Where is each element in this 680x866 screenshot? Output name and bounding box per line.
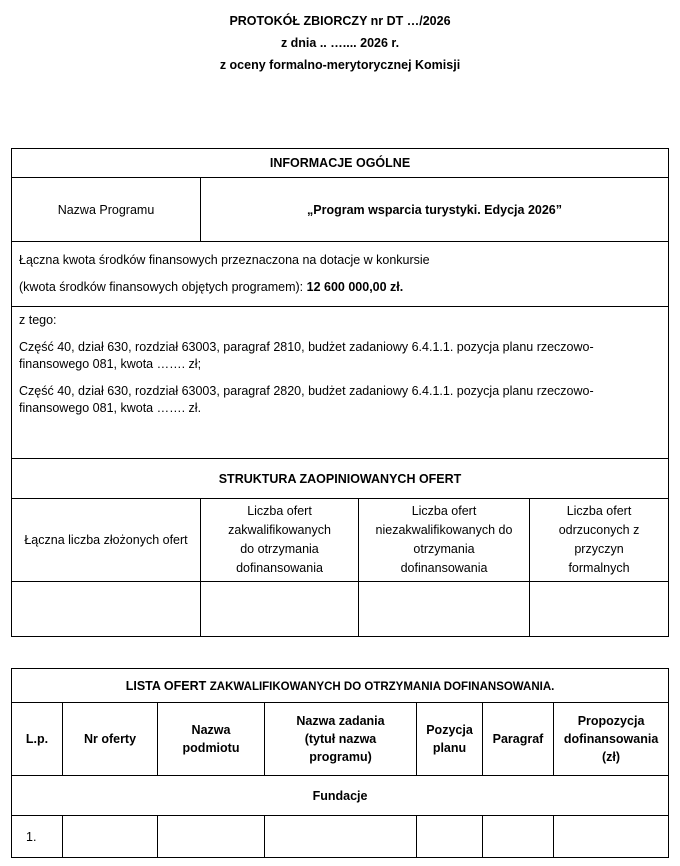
offers-heading-main: LISTA OFERT	[125, 678, 207, 693]
col-entity-name: Nazwa podmiotu	[158, 703, 265, 776]
structure-col-not-qualified: Liczba ofert niezakwalifikowanych do otrzymania dofinansowania	[359, 499, 530, 582]
structure-col-rejected: Liczba ofert odrzuconych z przyczyn formalnych	[530, 499, 669, 582]
group-foundations: Fundacje	[12, 776, 669, 816]
offers-table	[11, 668, 669, 858]
protocol-subtitle: z oceny formalno-merytorycznej Komisji	[219, 58, 461, 72]
col-funding-proposal: Propozycja dofinansowania (zł)	[554, 703, 669, 776]
structure-value-qualified	[201, 582, 359, 637]
protocol-title: PROTOKÓŁ ZBIORCZY nr DT …/2026	[229, 14, 451, 28]
offers-heading-rest: ZAKWALIFIKOWANYCH DO OTRZYMANIA DOFINANSOWANIA.	[209, 680, 555, 693]
row-1-lp: 1.	[12, 816, 63, 858]
structure-col-qualified: Liczba ofert zakwalifikowanych do otrzymania dofinansowania	[201, 499, 359, 582]
structure-value-total	[12, 582, 201, 637]
program-name-label: Nazwa Programu	[12, 178, 201, 242]
total-amount-line1: Łączna kwota środków finansowych przeznaczona na dotacje w konkursie	[19, 253, 430, 267]
col-paragraph: Paragraf	[483, 703, 554, 776]
col-lp: L.p.	[12, 703, 63, 776]
row-1-paragraph	[483, 816, 554, 858]
general-info-table	[11, 148, 669, 637]
breakdown-cell	[12, 307, 669, 459]
total-amount-prefix: (kwota środków finansowych objętych programem):	[19, 280, 304, 294]
row-1-plan-position	[417, 816, 483, 858]
structure-col-total: Łączna liczba złożonych ofert	[12, 499, 201, 582]
total-amount-line2	[19, 279, 661, 296]
protocol-date: z dnia .. ….... 2026 r.	[280, 36, 400, 50]
breakdown-of-which: z tego:	[19, 313, 57, 327]
total-amount-value: 12 600 000,00 zł.	[306, 280, 404, 294]
program-name-value: „Program wsparcia turystyki. Edycja 2026”	[201, 178, 669, 242]
col-task-name: Nazwa zadania (tytuł nazwa programu)	[265, 703, 417, 776]
breakdown-item-2: Część 40, dział 630, rozdział 63003, paragraf 2820, budżet zadaniowy 6.4.1.1. pozycja planu rzeczowo-finansowego 081, kwota ……. zł.	[19, 384, 594, 415]
breakdown-item-1: Część 40, dział 630, rozdział 63003, paragraf 2810, budżet zadaniowy 6.4.1.1. pozycja planu rzeczowo-finansowego 081, kwota ……. zł;	[19, 340, 594, 371]
offers-heading	[12, 669, 669, 703]
structure-value-not-qualified	[359, 582, 530, 637]
row-1-funding-proposal	[554, 816, 669, 858]
document-header	[0, 10, 680, 76]
col-offer-number: Nr oferty	[63, 703, 158, 776]
general-info-heading: INFORMACJE OGÓLNE	[12, 149, 669, 178]
row-1-offer-number	[63, 816, 158, 858]
total-amount-cell	[12, 242, 669, 307]
structure-value-rejected	[530, 582, 669, 637]
row-1-task-name	[265, 816, 417, 858]
structure-heading: STRUKTURA ZAOPINIOWANYCH OFERT	[12, 459, 669, 499]
col-plan-position: Pozycja planu	[417, 703, 483, 776]
row-1-entity-name	[158, 816, 265, 858]
